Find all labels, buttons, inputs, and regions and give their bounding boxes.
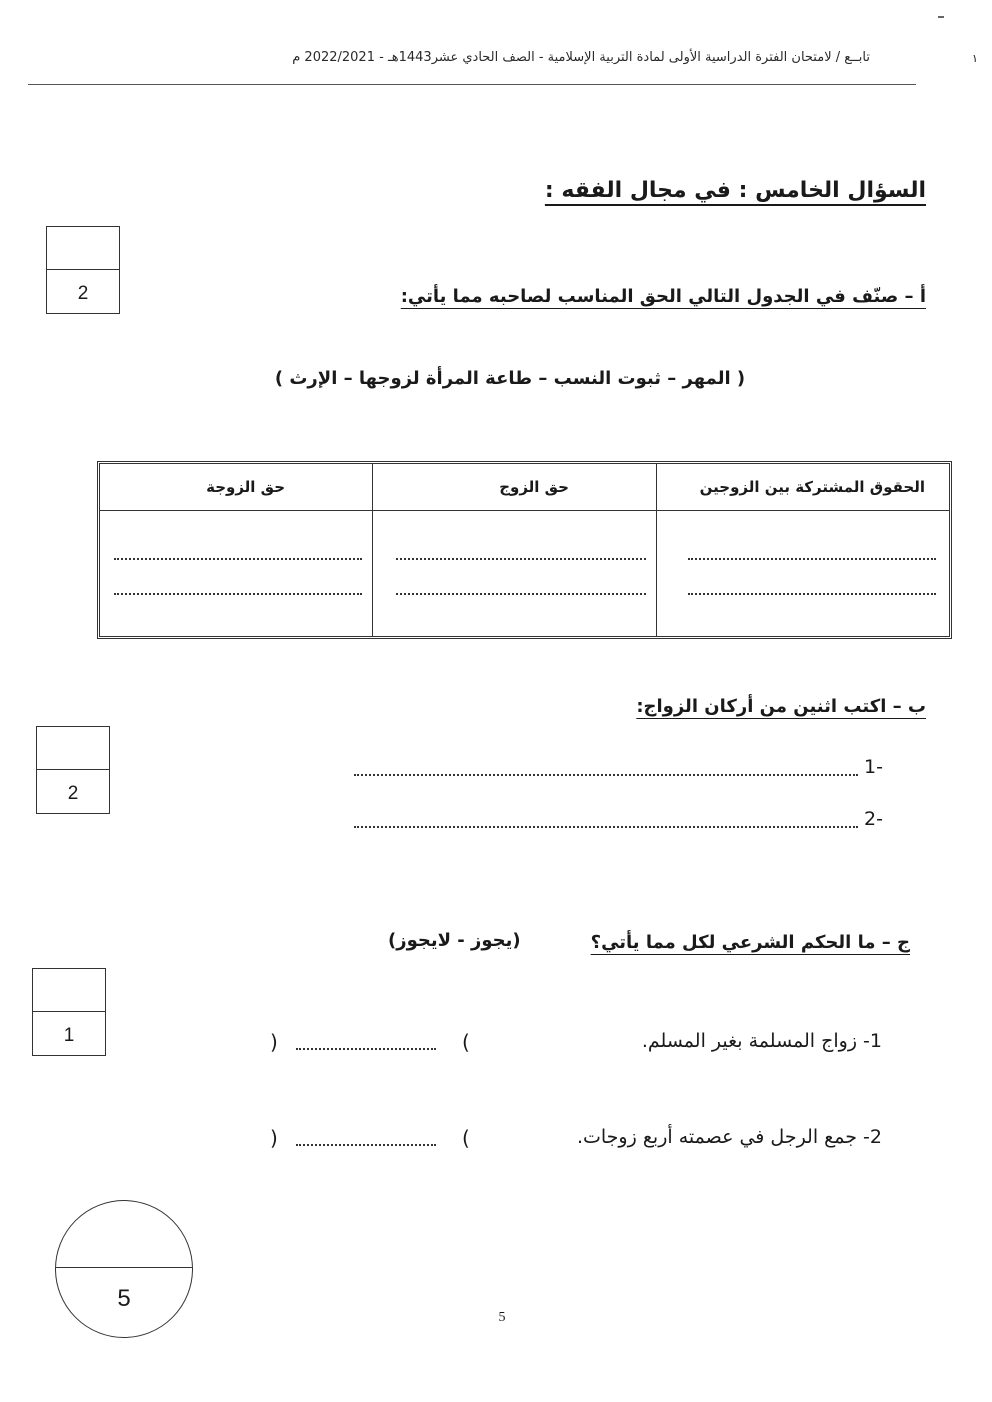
question-title: السؤال الخامس : في مجال الفقه :	[544, 178, 926, 203]
part-c-instruction: ج – ما الحكم الشرعي لكل مما يأتي؟	[590, 932, 910, 953]
part-b-score: 2	[67, 783, 79, 804]
column-divider	[656, 464, 657, 636]
column-divider	[372, 464, 373, 636]
part-b-answer-line-1[interactable]	[354, 774, 858, 776]
part-b-answer-line-2[interactable]	[354, 826, 858, 828]
answer-line-shared-2[interactable]	[688, 593, 936, 595]
answer-line-wife-2[interactable]	[114, 593, 362, 595]
answer-line-husband-1[interactable]	[396, 558, 646, 560]
part-c-answer-1-open: (	[462, 1030, 470, 1054]
exam-header: تابــع / لامتحان الفترة الدراسية الأولى لمادة التربية الإسلامية - الصف الحادي عشر1443هـ - 2022/2021 م	[292, 50, 870, 65]
word-bank: ( المهر – ثبوت النسب – طاعة المرأة لزوجها – الإرث )	[274, 368, 746, 389]
total-score-circle	[55, 1200, 193, 1338]
header-wife-rights: حق الزوجة	[206, 478, 285, 496]
page-number: 5	[498, 1310, 506, 1325]
part-c-answer-2-open: (	[462, 1126, 470, 1150]
part-c-item-1: 1- زواج المسلمة بغير المسلم.	[641, 1030, 882, 1052]
part-b-instruction: ب – اكتب اثنين من أركان الزواج:	[636, 696, 926, 717]
scan-mark	[938, 16, 944, 18]
total-score: 5	[117, 1285, 131, 1312]
part-b-item-2-number: 2-	[864, 808, 883, 830]
part-b-item-1-number: 1-	[864, 756, 883, 778]
table-header-divider	[100, 510, 949, 511]
corner-mark: ۱	[972, 52, 978, 65]
header-husband-rights: حق الزوج	[499, 478, 569, 496]
part-b-score-box	[36, 726, 110, 814]
part-c-answer-1-close: )	[270, 1030, 278, 1054]
header-divider	[28, 84, 916, 85]
answer-line-wife-1[interactable]	[114, 558, 362, 560]
part-c-item-2: 2- جمع الرجل في عصمته أربع زوجات.	[576, 1126, 882, 1148]
rights-table	[97, 461, 952, 639]
part-c-options: (يجوز - لايجوز)	[388, 930, 521, 951]
part-c-answer-line-2[interactable]	[296, 1144, 436, 1146]
part-a-score-box	[46, 226, 120, 314]
part-c-score: 1	[63, 1025, 75, 1046]
part-a-score: 2	[77, 283, 89, 304]
part-a-instruction: أ – صنّف في الجدول التالي الحق المناسب لصاحبه مما يأتي:	[400, 286, 926, 307]
header-shared-rights: الحقوق المشتركة بين الزوجين	[699, 478, 925, 496]
answer-line-husband-2[interactable]	[396, 593, 646, 595]
part-c-answer-2-close: )	[270, 1126, 278, 1150]
answer-line-shared-1[interactable]	[688, 558, 936, 560]
part-c-score-box	[32, 968, 106, 1056]
part-c-answer-line-1[interactable]	[296, 1048, 436, 1050]
